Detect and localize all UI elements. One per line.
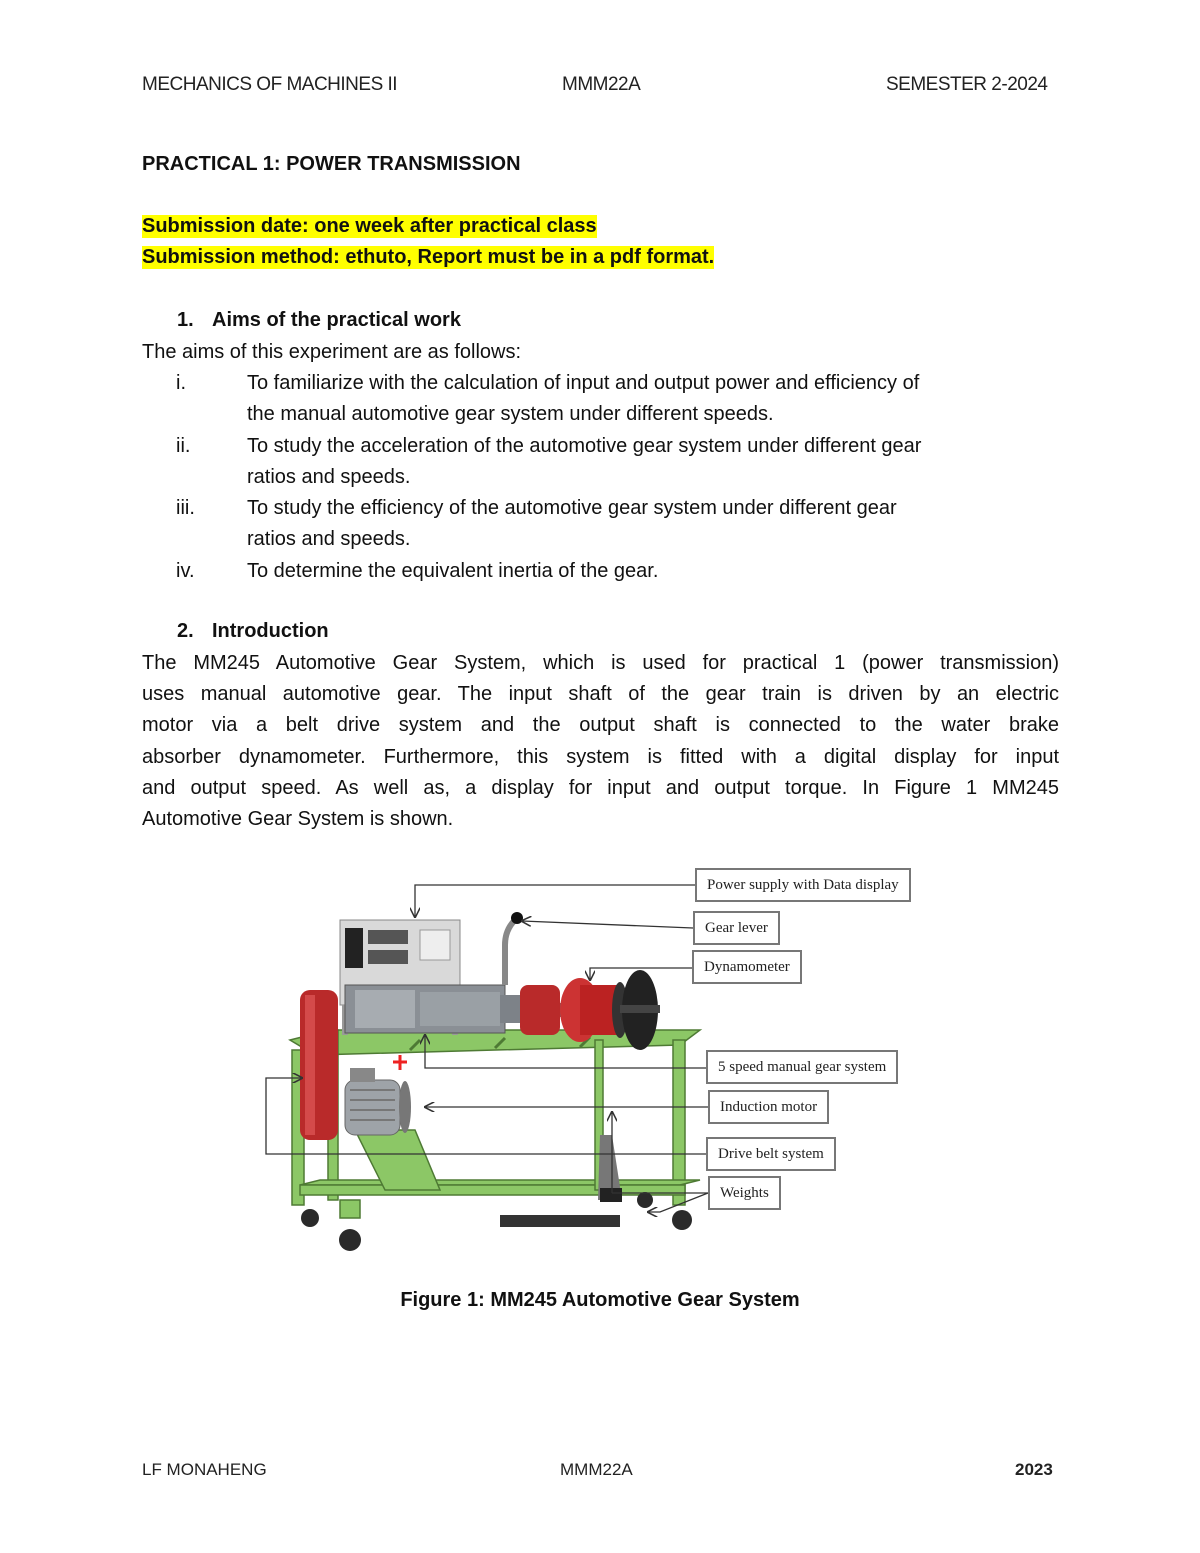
aim-number: i. (176, 372, 186, 394)
gearbox (345, 985, 520, 1033)
aim-line: the manual automotive gear system under different speeds. (247, 403, 774, 425)
paragraph-line: absorber dynamometer. Furthermore, this system is fitted with a digital display for input (142, 745, 1059, 768)
header-code: MMM22A (562, 74, 641, 95)
submission-method: Submission method: ethuto, Report must be in a pdf format. (142, 246, 715, 268)
label-gear-lever: Gear lever (693, 911, 780, 945)
header-semester: SEMESTER 2-2024 (886, 74, 1048, 95)
section-title: Introduction (212, 620, 329, 642)
aim-number: ii. (176, 435, 191, 457)
section-number: 1. (177, 309, 194, 331)
weights-hanger (598, 1135, 622, 1202)
paragraph-line: motor via a belt drive system and the output shaft is connected to the water brake (142, 714, 1059, 737)
aim-text: To determine the equivalent inertia of the gear. (247, 560, 659, 582)
aim-line: To study the efficiency of the automotive gear system under different gear (247, 497, 897, 519)
label-dynamometer: Dynamometer (692, 950, 802, 984)
aim-line: To familiarize with the calculation of input and output power and efficiency of (247, 372, 920, 394)
aim-number: iv. (176, 560, 195, 582)
label-induction-motor: Induction motor (708, 1090, 829, 1124)
paragraph-line: Automotive Gear System is shown. (142, 808, 454, 831)
label-weights: Weights (708, 1176, 781, 1210)
drive-belt-pulley (300, 990, 338, 1140)
paragraph-line: The MM245 Automotive Gear System, which is used for practical 1 (power transmission) (142, 652, 1059, 674)
section-number: 2. (177, 620, 194, 642)
paragraph-line: uses manual automotive gear. The input shaft of the gear train is driven by an electric (142, 683, 1059, 706)
red-marker (393, 1055, 407, 1070)
aim-line: ratios and speeds. (247, 466, 411, 488)
aim-line: To study the acceleration of the automotive gear system under different gear (247, 435, 922, 457)
label-drive-belt: Drive belt system (706, 1137, 836, 1171)
header-course: MECHANICS OF MACHINES II (142, 74, 398, 95)
paragraph-line: and output speed. As well as, a display for input and output torque. In Figure 1 MM245 (142, 776, 1059, 799)
section-title: Aims of the practical work (212, 309, 461, 331)
submission-date: Submission date: one week after practical class (142, 215, 597, 237)
footer-year: 2023 (1015, 1460, 1053, 1479)
weights-base (500, 1215, 620, 1227)
footer-author: LF MONAHENG (142, 1460, 267, 1479)
aim-line: ratios and speeds. (247, 528, 411, 550)
induction-motor (345, 1068, 411, 1135)
gear-lever (505, 912, 523, 985)
label-power-supply: Power supply with Data display (695, 868, 911, 902)
page-title: PRACTICAL 1: POWER TRANSMISSION (142, 153, 521, 175)
footer-code: MMM22A (560, 1460, 633, 1479)
aim-number: iii. (176, 497, 195, 519)
figure-caption: Figure 1: MM245 Automotive Gear System (400, 1289, 800, 1311)
aims-intro: The aims of this experiment are as follows: (142, 341, 522, 363)
label-gear-system: 5 speed manual gear system (706, 1050, 898, 1084)
